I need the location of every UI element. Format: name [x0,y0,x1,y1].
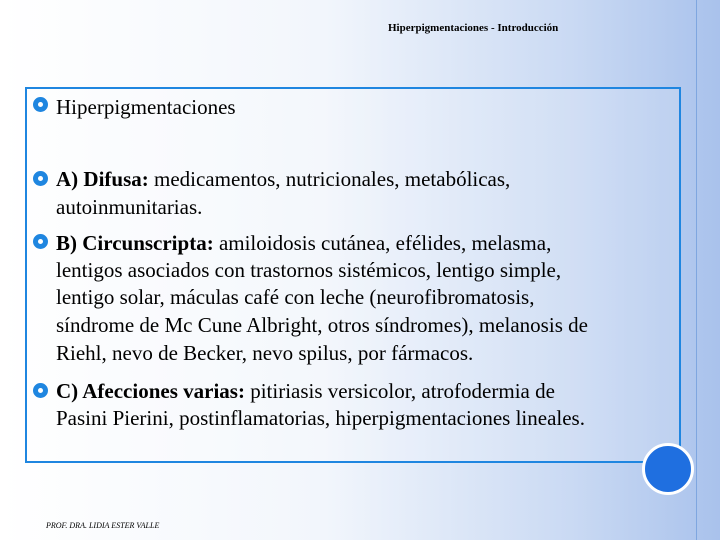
footer-author: PROF. DRA. LIDIA ESTER VALLE [46,521,160,530]
list-item-b-text: amiloidosis cutánea, efélides, melasma, [213,231,552,255]
slide-header-title: Hiperpigmentaciones - Introducción [388,22,559,34]
list-item-a-text: medicamentos, nutricionales, metabólicas, [148,167,511,191]
bullet-icon [33,234,48,249]
list-item-b-line-5: Riehl, nevo de Becker, nevo spilus, por fármacos. [56,341,474,365]
slide-right-line [696,0,697,540]
bullet-icon [33,383,48,398]
list-item-c-text: pitiriasis versicolor, atrofodermia de [244,379,555,403]
list-item-b-label: B) Circunscripta: [56,231,214,255]
blue-circle-decoration [642,443,694,495]
list-item-b-line-4: síndrome de Mc Cune Albright, otros síndromes), melanosis de [56,313,588,337]
list-item-c-line-1 [56,379,555,403]
bullet-icon [33,97,48,112]
list-item-b-line-3: lentigo solar, máculas café con leche (neurofibromatosis, [56,285,535,309]
list-item-a-line-1 [56,167,510,191]
content-heading: Hiperpigmentaciones [56,95,236,119]
list-item-b-line-2: lentigos asociados con trastornos sistémicos, lentigo simple, [56,258,562,282]
list-item-a-line-2: autoinmunitarias. [56,195,203,219]
bullet-icon [33,171,48,186]
list-item-c-line-2: Pasini Pierini, postinflamatorias, hiperpigmentaciones lineales. [56,406,585,430]
list-item-b-line-1 [56,231,551,255]
list-item-a-label: A) Difusa: [56,167,149,191]
list-item-c-label: C) Afecciones varias: [56,379,245,403]
